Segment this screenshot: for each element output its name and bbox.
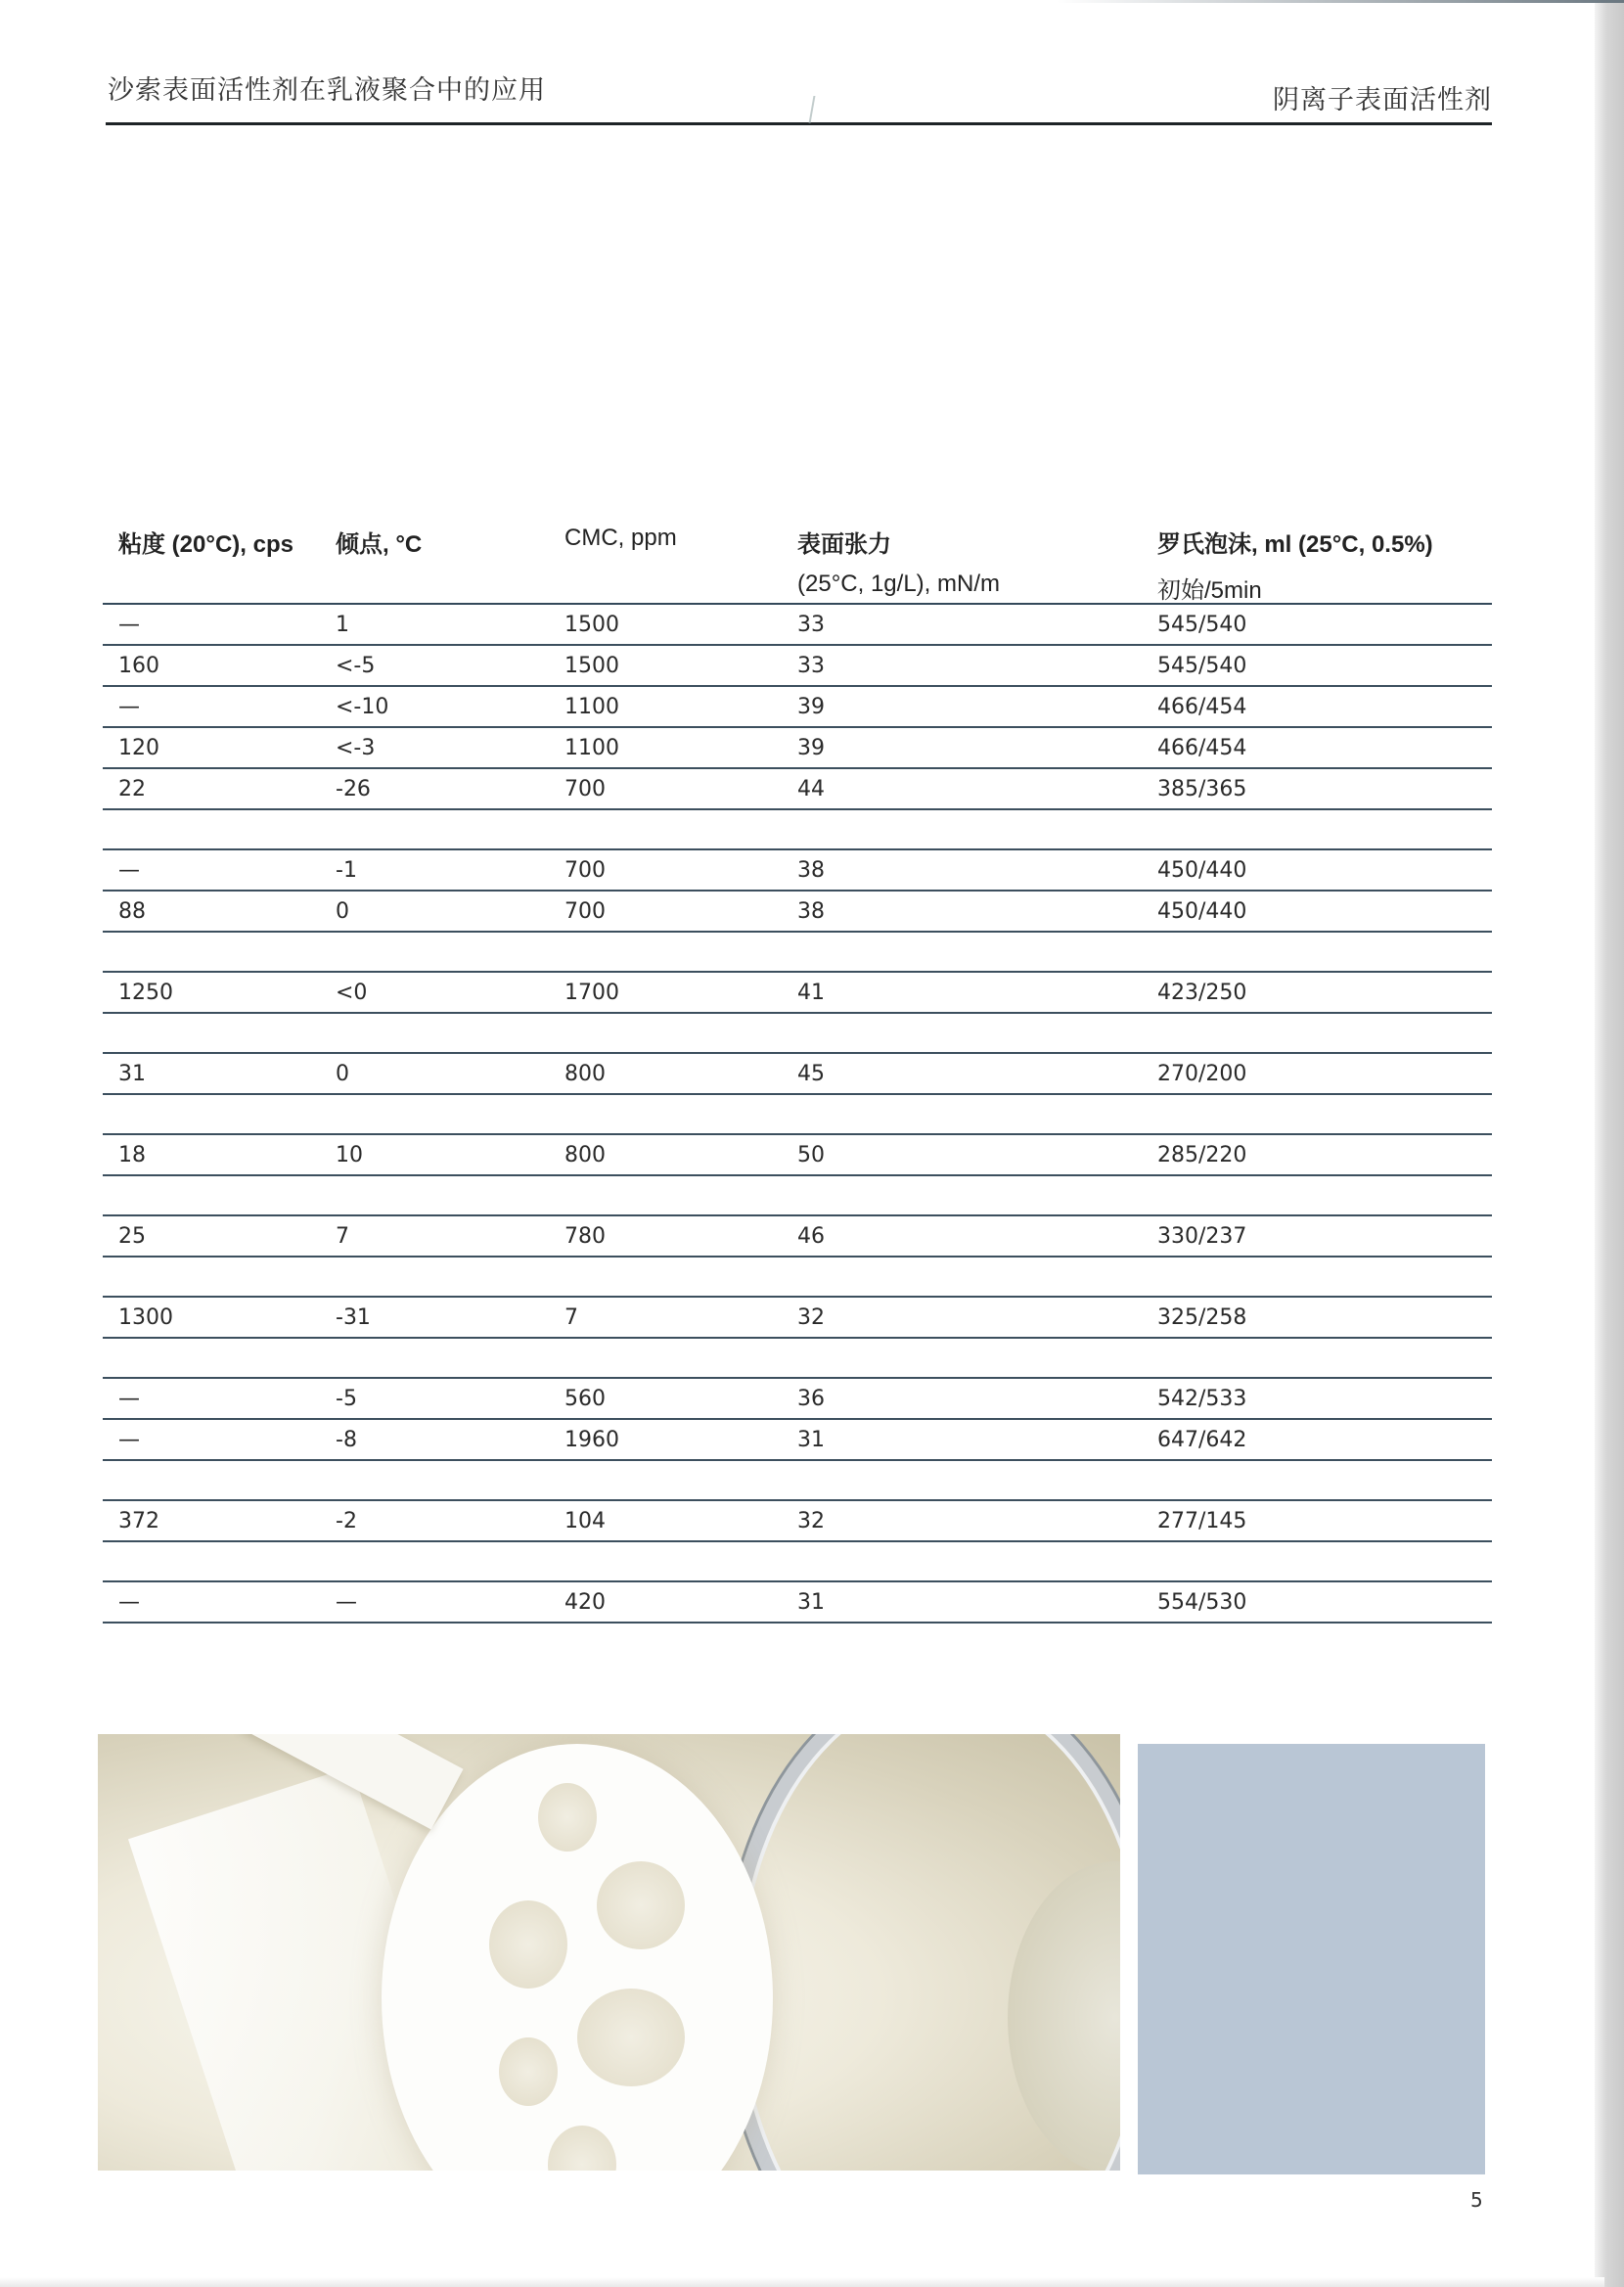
table-row	[103, 605, 1492, 646]
column-header-label: CMC, ppm	[564, 525, 677, 551]
table-cell: -26	[336, 777, 371, 801]
table-cell: —	[118, 1387, 140, 1411]
table-cell: <-3	[336, 736, 376, 760]
table-cell: 466/454	[1157, 736, 1247, 760]
table-cell: 277/145	[1157, 1509, 1247, 1533]
table-cell: 45	[797, 1062, 825, 1086]
table-body	[103, 605, 1492, 1624]
table-cell: 160	[118, 654, 159, 678]
table-cell: <-10	[336, 695, 389, 719]
table-cell: 46	[797, 1224, 825, 1249]
table-cell: 7	[564, 1305, 578, 1330]
column-header-surface-tension	[797, 525, 1000, 598]
table-cell: 50	[797, 1143, 825, 1167]
table-cell: —	[118, 613, 140, 637]
table-cell: -8	[336, 1428, 357, 1452]
table-cell: -1	[336, 858, 357, 883]
table-cell: 1500	[564, 613, 619, 637]
header-divider	[106, 122, 1492, 125]
table-cell: 1	[336, 613, 349, 637]
column-header-label: 罗氏泡沫, ml (25°C, 0.5%)	[1157, 531, 1433, 558]
table-cell: —	[118, 1590, 140, 1615]
column-header-label: 倾点, °C	[336, 531, 423, 558]
table-cell: 270/200	[1157, 1062, 1247, 1086]
table-cell: 0	[336, 899, 349, 924]
table-cell: 38	[797, 858, 825, 883]
table-spacer-row	[103, 810, 1492, 850]
scan-artifact	[809, 96, 824, 123]
table-cell: 542/533	[1157, 1387, 1247, 1411]
table-spacer-row	[103, 1095, 1492, 1135]
section-title: 阴离子表面活性剂	[1273, 85, 1492, 115]
table-spacer-row	[103, 1461, 1492, 1501]
table-cell: 88	[118, 899, 146, 924]
table-cell: 330/237	[1157, 1224, 1247, 1249]
photo-disc-hole	[597, 1861, 685, 1949]
table-cell: 36	[797, 1387, 825, 1411]
table-spacer-row	[103, 1176, 1492, 1216]
table-cell: 1500	[564, 654, 619, 678]
table-row	[103, 973, 1492, 1014]
table-cell: 700	[564, 899, 606, 924]
column-header-sublabel: 初始/5min	[1157, 577, 1262, 604]
table-cell: -5	[336, 1387, 357, 1411]
page-edge-shadow	[1595, 0, 1624, 2287]
column-header-viscosity	[118, 525, 293, 559]
table-cell: 25	[118, 1224, 146, 1249]
color-swatch-panel	[1138, 1744, 1485, 2174]
table-cell: <-5	[336, 654, 376, 678]
table-row	[103, 687, 1492, 728]
table-cell: <0	[336, 981, 368, 1005]
photo-disc-hole	[577, 1989, 685, 2086]
table-cell: 31	[118, 1062, 146, 1086]
table-row	[103, 1298, 1492, 1339]
table-cell: 325/258	[1157, 1305, 1247, 1330]
table-cell: 0	[336, 1062, 349, 1086]
table-spacer-row	[103, 1014, 1492, 1054]
table-cell: -2	[336, 1509, 357, 1533]
column-header-ross-miles-foam	[1157, 525, 1433, 605]
table-cell: 22	[118, 777, 146, 801]
table-cell: 1700	[564, 981, 619, 1005]
table-cell: 647/642	[1157, 1428, 1247, 1452]
table-cell: 38	[797, 899, 825, 924]
table-row	[103, 1135, 1492, 1176]
table-cell: 800	[564, 1143, 606, 1167]
table-cell: 1250	[118, 981, 173, 1005]
table-cell: 545/540	[1157, 613, 1247, 637]
table-cell: 385/365	[1157, 777, 1247, 801]
table-cell: 39	[797, 695, 825, 719]
column-header-sublabel: (25°C, 1g/L), mN/m	[797, 571, 1000, 597]
table-row	[103, 1379, 1492, 1420]
table-cell: —	[118, 1428, 140, 1452]
table-cell: —	[336, 1590, 357, 1615]
table-cell: 466/454	[1157, 695, 1247, 719]
table-cell: 31	[797, 1428, 825, 1452]
table-cell: 10	[336, 1143, 363, 1167]
table-cell: 423/250	[1157, 981, 1247, 1005]
table-cell: 545/540	[1157, 654, 1247, 678]
table-cell: 44	[797, 777, 825, 801]
column-header-label: 表面张力	[797, 531, 891, 558]
table-cell: 780	[564, 1224, 606, 1249]
table-cell: 7	[336, 1224, 349, 1249]
table-cell: 104	[564, 1509, 606, 1533]
table-cell: 285/220	[1157, 1143, 1247, 1167]
photo-disc-hole	[489, 1900, 567, 1989]
table-spacer-row	[103, 933, 1492, 973]
table-row	[103, 769, 1492, 810]
table-row	[103, 646, 1492, 687]
photo-disc-hole	[499, 2037, 558, 2106]
table-cell: -31	[336, 1305, 371, 1330]
paint-can-photo	[98, 1734, 1120, 2171]
table-cell: —	[118, 858, 140, 883]
page-number: 5	[1470, 2188, 1483, 2212]
table-cell: 700	[564, 777, 606, 801]
table-row	[103, 1054, 1492, 1095]
table-row	[103, 1501, 1492, 1542]
table-cell: 39	[797, 736, 825, 760]
table-cell: 450/440	[1157, 899, 1247, 924]
table-row	[103, 892, 1492, 933]
column-header-label: 粘度 (20°C), cps	[118, 531, 293, 558]
table-cell: 1300	[118, 1305, 173, 1330]
table-cell: 800	[564, 1062, 606, 1086]
table-header	[103, 519, 1492, 605]
table-cell: 700	[564, 858, 606, 883]
column-header-pour-point	[336, 525, 422, 559]
table-row	[103, 1216, 1492, 1258]
table-cell: 1100	[564, 695, 619, 719]
table-cell: 18	[118, 1143, 146, 1167]
table-cell: —	[118, 695, 140, 719]
column-header-cmc	[564, 525, 677, 552]
table-cell: 32	[797, 1509, 825, 1533]
table-row	[103, 728, 1492, 769]
table-cell: 554/530	[1157, 1590, 1247, 1615]
table-cell: 33	[797, 613, 825, 637]
table-cell: 31	[797, 1590, 825, 1615]
table-spacer-row	[103, 1542, 1492, 1582]
table-row	[103, 1582, 1492, 1624]
photo-can-rim	[724, 1734, 1120, 2171]
table-cell: 1960	[564, 1428, 619, 1452]
properties-table	[103, 519, 1492, 1624]
table-cell: 372	[118, 1509, 159, 1533]
table-spacer-row	[103, 1258, 1492, 1298]
table-cell: 560	[564, 1387, 606, 1411]
table-cell: 450/440	[1157, 858, 1247, 883]
page-top-edge	[1057, 0, 1624, 3]
table-row	[103, 850, 1492, 892]
table-row	[103, 1420, 1492, 1461]
table-spacer-row	[103, 1339, 1492, 1379]
table-cell: 32	[797, 1305, 825, 1330]
photo-disc-hole	[538, 1783, 597, 1852]
page-bottom-shadow	[0, 2277, 1604, 2287]
photo-disc-hole	[548, 2126, 616, 2171]
table-cell: 1100	[564, 736, 619, 760]
table-cell: 33	[797, 654, 825, 678]
running-header-title: 沙索表面活性剂在乳液聚合中的应用	[108, 75, 546, 106]
table-cell: 41	[797, 981, 825, 1005]
table-cell: 420	[564, 1590, 606, 1615]
table-cell: 120	[118, 736, 159, 760]
